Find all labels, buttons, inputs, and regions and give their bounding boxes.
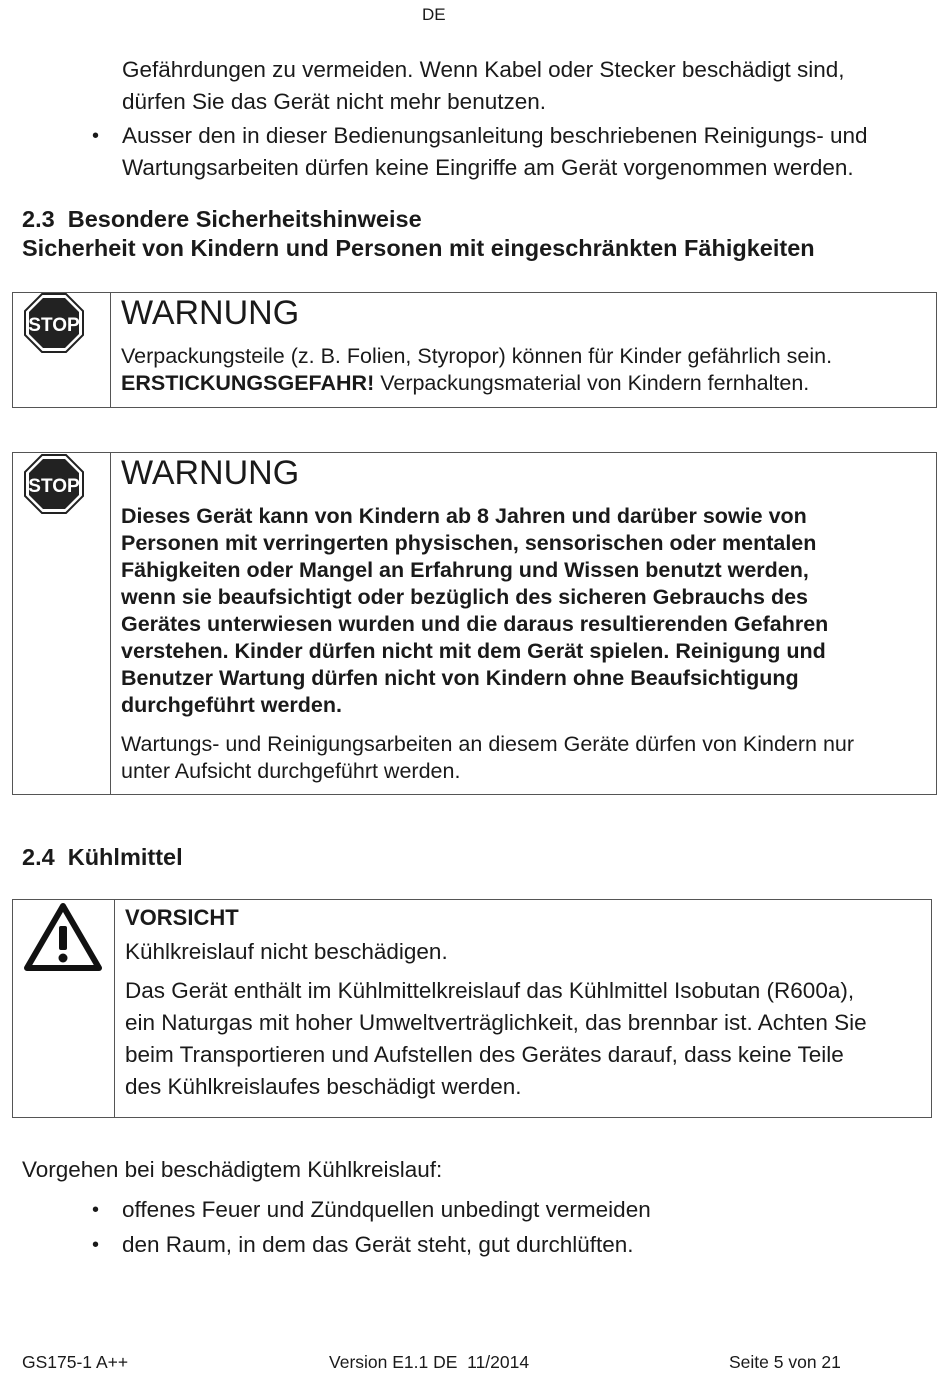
warning-bold-line: Dieses Gerät kann von Kindern ab 8 Jahren und darüber sowie von <box>121 504 807 528</box>
bullet-icon: • <box>92 125 100 147</box>
section-heading-2-4 <box>22 843 183 872</box>
section-title: Kühlmittel <box>67 844 183 870</box>
warning-normal-paragraph <box>121 731 936 785</box>
stop-sign-icon <box>23 453 85 520</box>
warning-box-packaging <box>12 292 937 408</box>
caution-text-line: Kühlkreislauf nicht beschädigen. <box>125 939 448 964</box>
caution-text-line: Das Gerät enthält im Kühlmittelkreislauf das Kühlmittel Isobutan (R600a), <box>125 978 855 1003</box>
intro-bullet-text: Ausser den in dieser Bedienungsanleitung beschriebenen Reinigungs- und Wartungsarbeiten dürfen keine Eingriffe am Gerät vorgenommen werden. <box>122 123 868 180</box>
caution-title: VORSICHT <box>125 905 239 930</box>
section-subtitle: Sicherheit von Kindern und Personen mit eingeschränkten Fähigkeiten <box>22 235 815 261</box>
caution-text-line: ein Naturgas mit hoher Umweltverträglichkeit, das brennbar ist. Achten Sie <box>125 1010 867 1035</box>
warning-text-line: Verpackungsteile (z. B. Folien, Styropor) können für Kinder gefährlich sein. <box>121 344 833 368</box>
caution-box-refrigerant <box>12 899 932 1118</box>
warning-bold-line: Benutzer Wartung dürfen nicht von Kindern ohne Beaufsichtigung <box>121 666 799 690</box>
section-number: 2.4 <box>22 844 55 870</box>
warning-bold-line: Fähigkeiten oder Mangel an Erfahrung und Wissen benutzt werden, <box>121 558 809 582</box>
warning-text-line <box>121 370 809 397</box>
warning-emphasis: ERSTICKUNGSGEFAHR! <box>121 371 375 395</box>
section-number: 2.3 <box>22 206 55 232</box>
footer-page-number: Seite 5 von 21 <box>729 1352 841 1372</box>
svg-text:STOP: STOP <box>28 315 80 336</box>
caution-text-line: beim Transportieren und Aufstellen des Gerätes darauf, dass keine Teile <box>125 1042 844 1067</box>
warning-box-children <box>12 452 937 795</box>
stop-sign-icon <box>23 292 85 359</box>
bullet-icon: • <box>92 1234 100 1256</box>
footer-model: GS175-1 A++ <box>22 1352 129 1372</box>
caution-paragraph <box>125 975 925 1103</box>
intro-paragraph: Gefährdungen zu vermeiden. Wenn Kabel oder Stecker beschädigt sind, dürfen Sie das Gerät nicht mehr benutzen. <box>122 57 845 114</box>
section-title: Besondere Sicherheitshinweise <box>67 206 422 232</box>
warning-bold-line: durchgeführt werden. <box>121 693 342 717</box>
warning-text-line: Wartungs- und Reinigungsarbeiten an diesem Geräte dürfen von Kindern nur <box>121 732 855 756</box>
footer-version: Version E1.1 DE 11/2014 <box>329 1352 530 1372</box>
warning-title: WARNUNG <box>121 294 300 332</box>
warning-bold-paragraph <box>121 503 931 719</box>
procedure-intro: Vorgehen bei beschädigtem Kühlkreislauf: <box>22 1157 443 1182</box>
svg-text:STOP: STOP <box>28 476 80 497</box>
warning-bold-line: wenn sie beaufsichtigt oder bezüglich des sicheren Gebrauchs des <box>121 585 808 609</box>
warning-bold-line: verstehen. Kinder dürfen nicht mit dem Gerät spielen. Reinigung und <box>121 639 826 663</box>
language-label: DE <box>422 5 446 24</box>
warning-text-rest: Verpackungsmaterial von Kindern fernhalten. <box>374 371 810 395</box>
warning-title: WARNUNG <box>121 454 300 492</box>
caution-text-line: des Kühlkreislaufes beschädigt werden. <box>125 1074 522 1099</box>
section-heading-2-3 <box>22 205 422 234</box>
warning-bold-line: Gerätes unterwiesen wurden und die daraus resultierenden Gefahren <box>121 612 829 636</box>
warning-triangle-icon <box>23 902 103 977</box>
procedure-bullet: offenes Feuer und Zündquellen unbedingt vermeiden <box>122 1197 651 1222</box>
bullet-icon: • <box>92 1199 100 1221</box>
procedure-bullet: den Raum, in dem das Gerät steht, gut durchlüften. <box>122 1232 634 1257</box>
warning-text-line: unter Aufsicht durchgeführt werden. <box>121 759 461 783</box>
warning-bold-line: Personen mit verringerten physischen, sensorischen oder mentalen <box>121 531 817 555</box>
